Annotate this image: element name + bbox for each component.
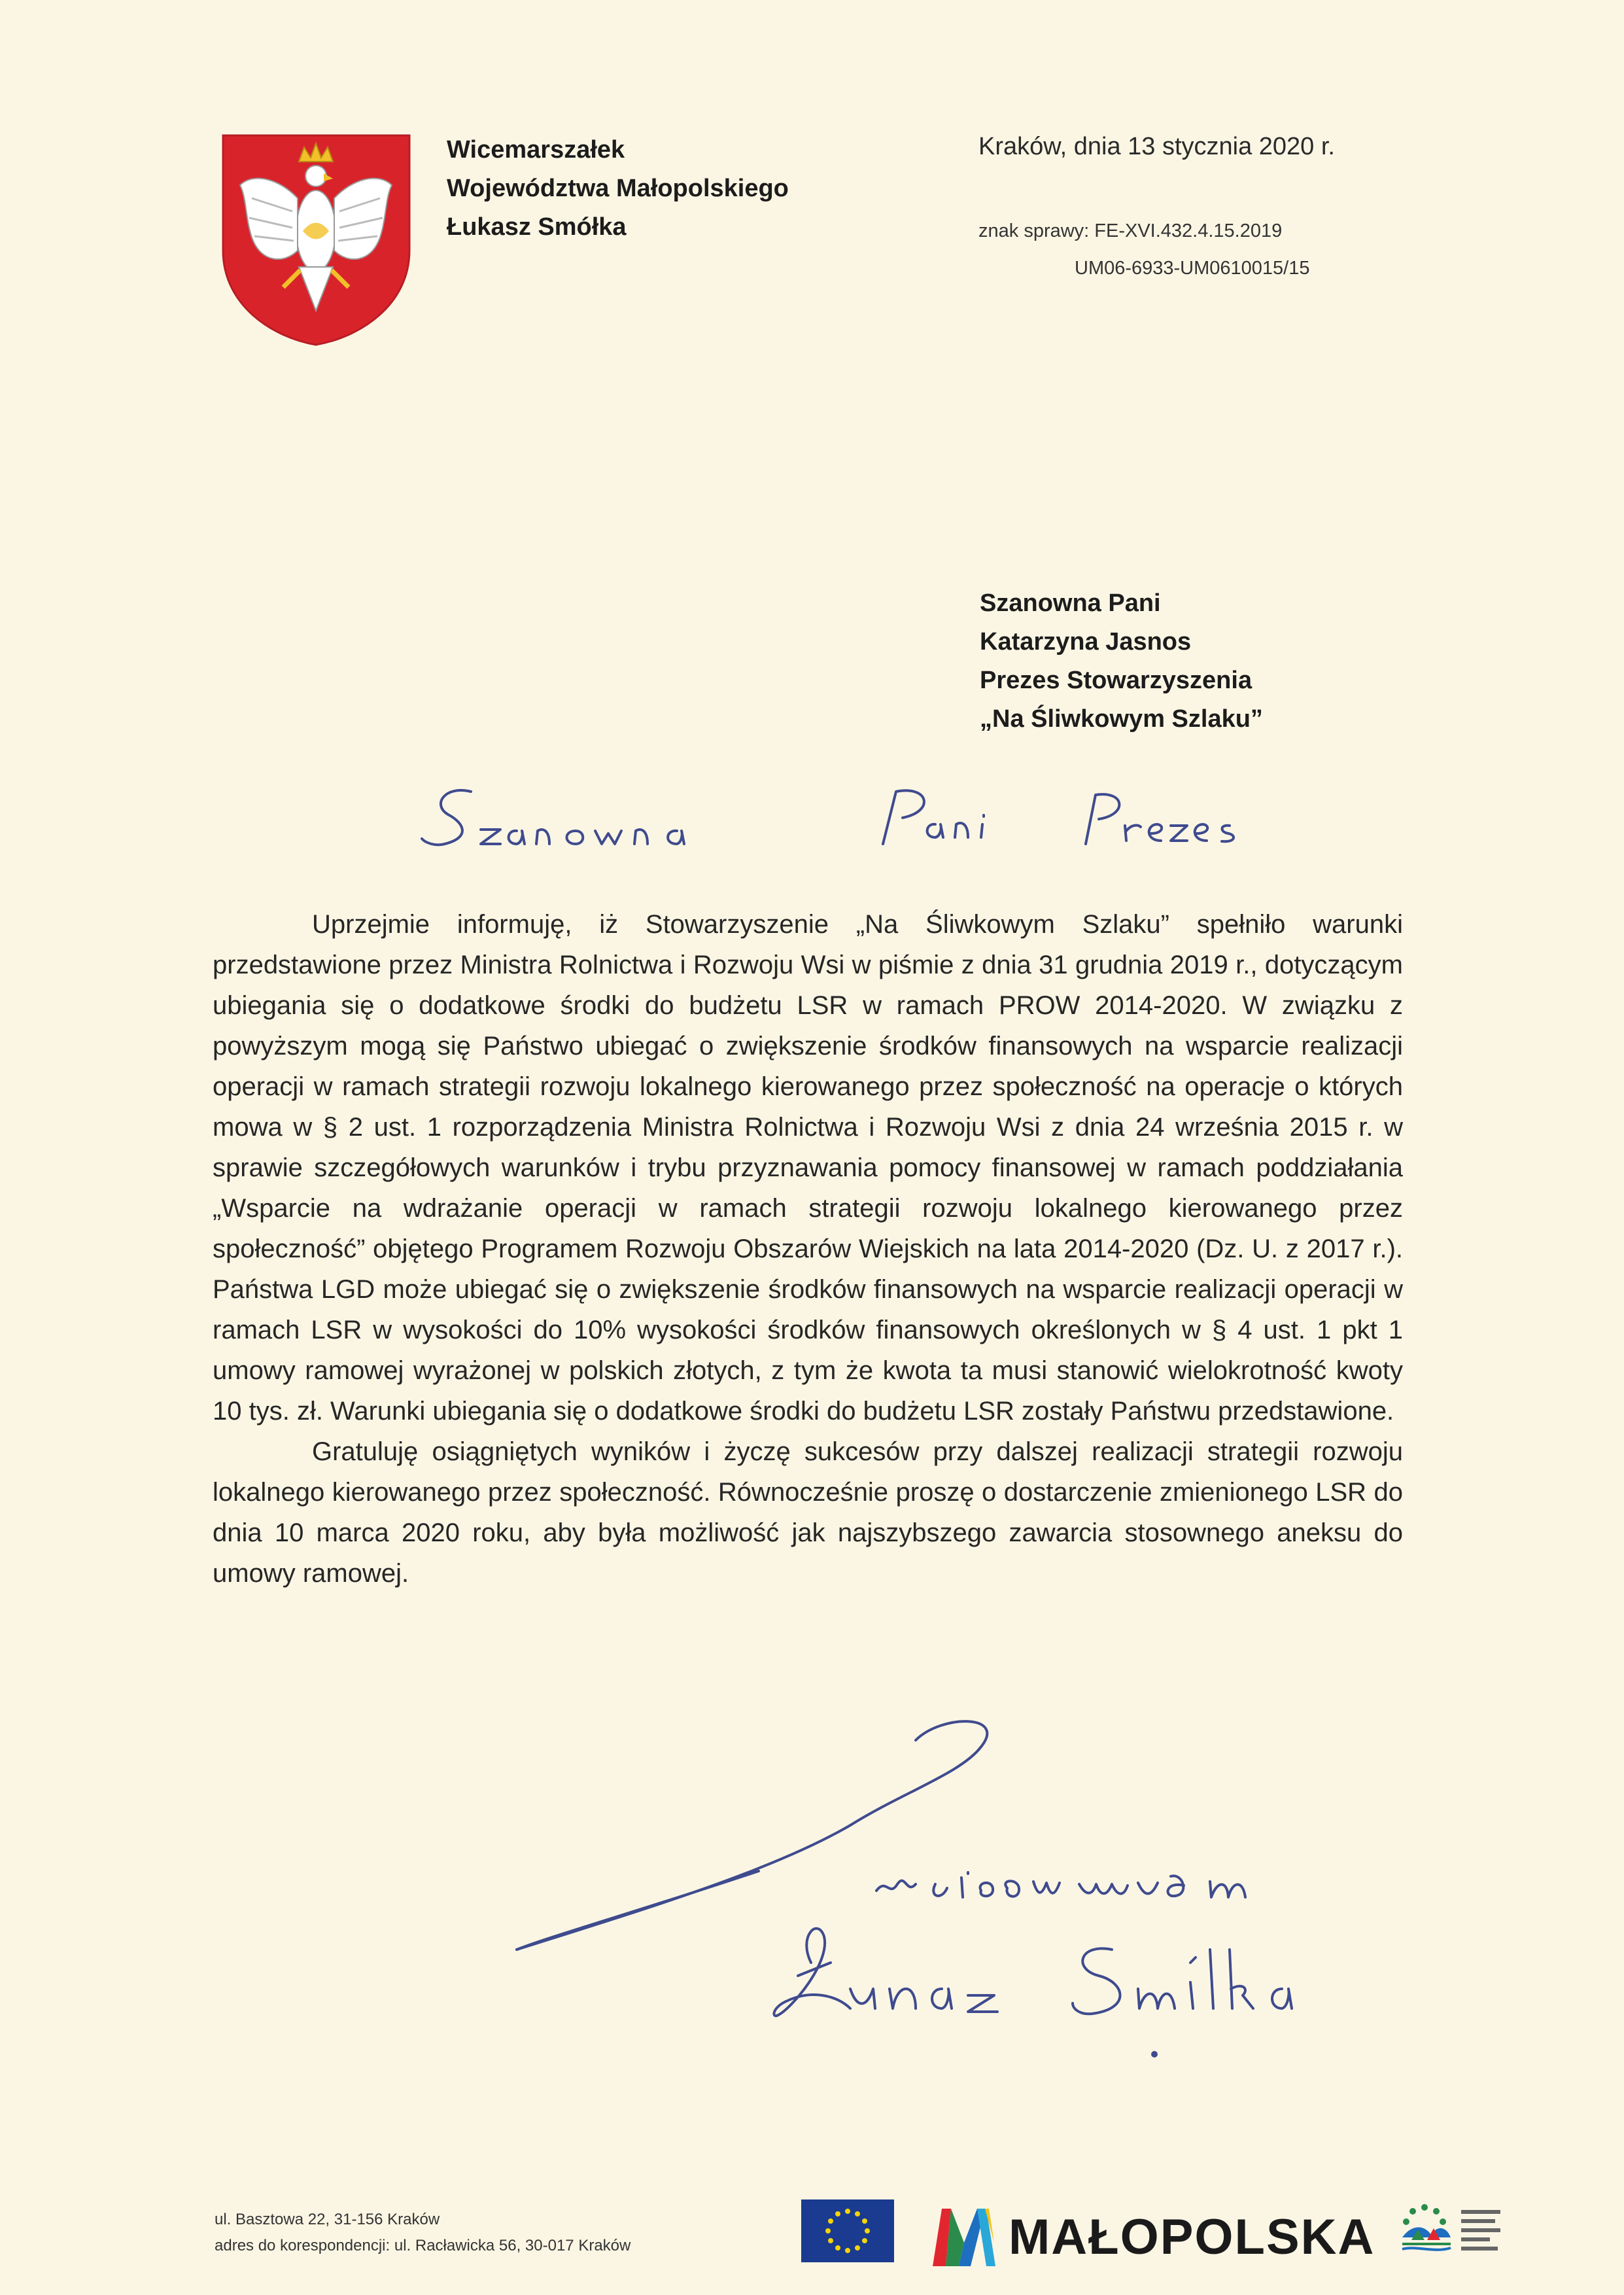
- letter-body: [213, 904, 1403, 1594]
- prow-logo-icon: [1398, 2198, 1513, 2266]
- sender-block: [447, 131, 789, 247]
- eu-flag-icon: [801, 2199, 894, 2262]
- sender-office: Województwa Małopolskiego: [447, 175, 789, 202]
- case-number: znak sprawy: FE-XVI.432.4.15.2019: [978, 220, 1283, 241]
- footer-address: [215, 2207, 631, 2259]
- addressee-name: Katarzyna Jasnos: [980, 628, 1192, 656]
- sender-title: Wicemarszałek: [447, 136, 625, 164]
- handwritten-signature: [510, 1701, 1426, 2067]
- coat-of-arms-icon: [220, 133, 412, 347]
- handwritten-salutation: [419, 779, 1295, 870]
- body-paragraph-2: Gratuluję osiągniętych wyników i życzę sukcesów przy dalszej realizacji strategii rozwoju lokalnego kierowanego przez społeczność. Równocześnie proszę o dostarczenie zmienionego LSR do dnia 10 marca 2020 roku, aby była możliwość jak najszybszego zawarcia stosownego aneksu do umowy ramowej.: [213, 1437, 1403, 1588]
- addressee-position: Prezes Stowarzyszenia: [980, 667, 1253, 694]
- sender-name: Łukasz Smółka: [447, 213, 627, 241]
- letter-date: Kraków, dnia 13 stycznia 2020 r.: [978, 133, 1335, 160]
- addressee-organization: „Na Śliwkowym Szlaku”: [980, 705, 1263, 733]
- body-paragraph-1: Uprzejmie informuję, iż Stowarzyszenie „Na Śliwkowym Szlaku” spełniło warunki przedstawione przez Ministra Rolnictwa i Rozwoju Wsi w piśmie z dnia 31 grudnia 2019 r., dotyczącym ubiegania się o dodatkowe środki do budżetu LSR w ramach PROW 2014-2020. W związku z powyższym mogą się Państwo ubiegać o zwiększenie środków finansowych na wsparcie realizacji operacji w ramach strategii rozwoju lokalnego kierowanego przez społeczność na operacje o których mowa w § 2 ust. 1 rozporządzenia Ministra Rolnictwa i Rozwoju Wsi z dnia 24 września 2015 r. w sprawie szczegółowych warunków i trybu przyznawania pomocy finansowej w ramach poddziałania „Wsparcie na wdrażanie operacji w ramach strategii rozwoju lokalnego kierowanego przez społeczność” objętego Programem Rozwoju Obszarów Wiejskich na lata 2014-2020 (Dz. U. z 2017 r.). Państwa LGD może ubiegać się o zwiększenie środków finansowych na wsparcie realizacji operacji w ramach LSR w wysokości do 10% wysokości środków finansowych określonych w § 4 ust. 1 pkt 1 umowy ramowej wyrażonej w polskich złotych, z tym że kwota ta musi stanowić wielokrotność kwoty 10 tys. zł. Warunki ubiegania się o dodatkowe środki do budżetu LSR zostały Państwu przedstawione.: [213, 910, 1403, 1426]
- addressee-block: [980, 584, 1263, 739]
- footer-address-correspondence: adres do korespondencji: ul. Racławicka 56, 30-017 Kraków: [215, 2237, 631, 2254]
- case-id: UM06-6933-UM0610015/15: [1075, 258, 1310, 279]
- reference-block: [978, 213, 1310, 287]
- addressee-salutation: Szanowna Pani: [980, 589, 1161, 617]
- malopolska-logo-icon: [927, 2203, 1001, 2269]
- malopolska-brand: MAŁOPOLSKA: [1009, 2209, 1375, 2265]
- footer-address-main: ul. Basztowa 22, 31-156 Kraków: [215, 2211, 440, 2228]
